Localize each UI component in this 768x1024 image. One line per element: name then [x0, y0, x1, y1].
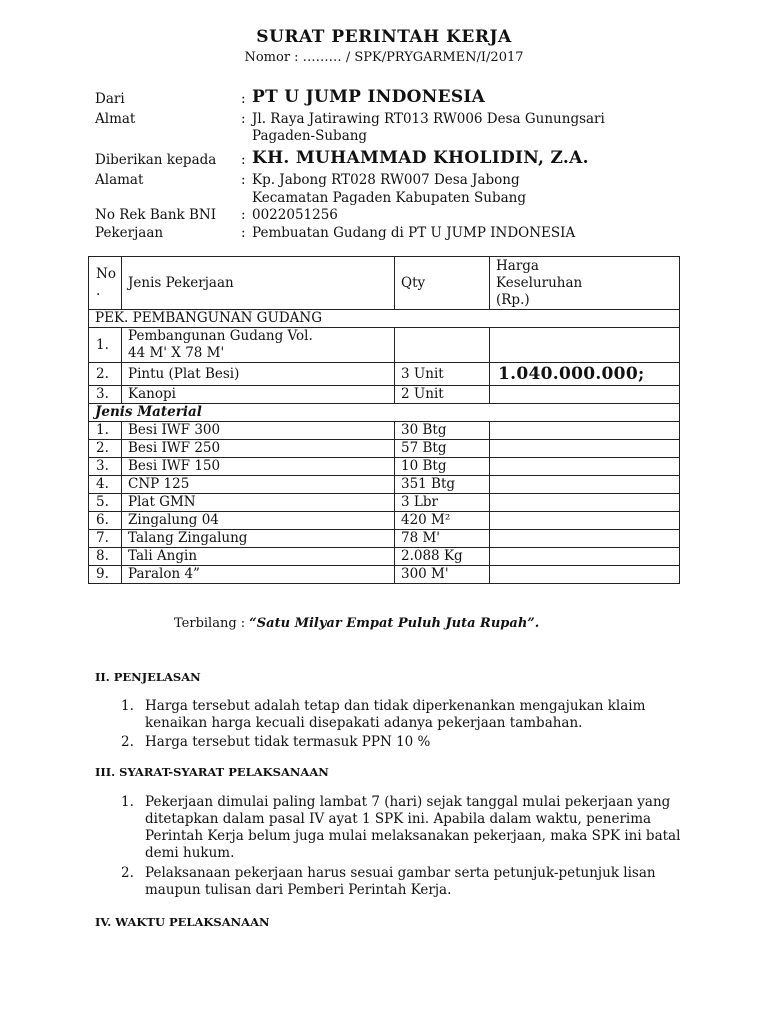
row-jenis: Plat GMN [122, 494, 395, 512]
section-ii-item-text: Harga tersebut tidak termasuk PPN 10 % [145, 734, 431, 750]
row-no: 5. [89, 494, 122, 512]
row-jenis: Tali Angin [122, 548, 395, 566]
terbilang-value: “Satu Milyar Empat Puluh Juta Rupah”. [249, 616, 540, 631]
rek-label: No Rek Bank BNI [95, 207, 217, 223]
row-jenis: Kanopi [122, 386, 395, 404]
header-no-line-2: . [96, 283, 101, 299]
document-title: SURAT PERINTAH KERJA [256, 27, 512, 47]
row-harga [490, 422, 680, 440]
row-jenis: Besi IWF 300 [122, 422, 395, 440]
section-ii-item-number: 1. [121, 698, 134, 714]
pekerjaan-value: Pembuatan Gudang di PT U JUMP INDONESIA [252, 225, 576, 241]
row-qty: 10 Btg [395, 458, 490, 476]
table-row [89, 566, 680, 584]
row-harga [490, 566, 680, 584]
row-qty: 2 Unit [395, 386, 490, 404]
section-iv-title: IV. WAKTU PELAKSANAAN [95, 915, 270, 929]
table-row [89, 363, 680, 386]
table-row [89, 386, 680, 404]
row-harga [490, 548, 680, 566]
section-iii-item-text: Pekerjaan dimulai paling lambat 7 (hari) sejak tanggal mulai pekerjaan yang ditetapkan dalam pasal IV ayat 1 SPK ini. Apabila dalam waktu, penerima Perintah Kerja belum juga mulai melaksanakan pekerjaan, maka SPK ini batal demi hukum. [145, 794, 681, 861]
row-harga [490, 386, 680, 404]
row-qty: 30 Btg [395, 422, 490, 440]
row-harga [490, 530, 680, 548]
alamat-label: Alamat [95, 172, 144, 188]
row-harga [490, 476, 680, 494]
table-row [89, 476, 680, 494]
row-qty: 300 M' [395, 566, 490, 584]
table-row [89, 548, 680, 566]
row-qty: 351 Btg [395, 476, 490, 494]
section-ii-title: II. PENJELASAN [95, 670, 201, 684]
header-harga-line-3: (Rp.) [496, 291, 530, 308]
row-no: 2. [89, 363, 122, 386]
section-iii-item-number: 2. [121, 865, 134, 881]
dari-value: PT U JUMP INDONESIA [252, 87, 486, 107]
row-jenis: Paralon 4” [122, 566, 395, 584]
row-qty: 3 Lbr [395, 494, 490, 512]
document-number: Nomor : ……… / SPK/PRYGARMEN/I/2017 [244, 50, 524, 65]
table-row [89, 328, 680, 363]
row-jenis [122, 328, 395, 363]
alamat-line-2: Kecamatan Pagaden Kabupaten Subang [252, 190, 526, 206]
header-qty: Qty [395, 257, 490, 310]
table-row [89, 440, 680, 458]
section-iii-item-text: Pelaksanaan pekerjaan harus sesuai gambar serta petunjuk-petunjuk lisan maupun tulisan dari Pemberi Perintah Kerja. [145, 865, 656, 898]
header-no-line-1: No [96, 266, 116, 282]
row-harga [490, 328, 680, 363]
row-jenis: Talang Zingalung [122, 530, 395, 548]
row-jenis-line-2: 44 M' X 78 M' [128, 345, 225, 361]
header-harga-line-1: Harga [496, 257, 539, 274]
row-no: 7. [89, 530, 122, 548]
table-row [89, 530, 680, 548]
row-jenis: CNP 125 [122, 476, 395, 494]
row-harga [490, 440, 680, 458]
row-qty: 57 Btg [395, 440, 490, 458]
colon: : [241, 172, 246, 188]
row-no: 3. [89, 386, 122, 404]
header-jenis: Jenis Pekerjaan [122, 257, 395, 310]
row-no: 6. [89, 512, 122, 530]
terbilang-label: Terbilang : [174, 616, 250, 631]
section-pembangunan: PEK. PEMBANGUNAN GUDANG [89, 310, 680, 328]
row-jenis: Zingalung 04 [122, 512, 395, 530]
row-harga [490, 512, 680, 530]
work-order-table [88, 256, 680, 584]
colon: : [241, 207, 246, 223]
almat-line-1: Jl. Raya Jatirawing RT013 RW006 Desa Gunungsari [252, 111, 605, 127]
row-no: 1. [89, 422, 122, 440]
row-no: 1. [89, 328, 122, 363]
section-row [89, 404, 680, 422]
dari-label: Dari [95, 91, 125, 107]
section-material: Jenis Material [89, 404, 680, 422]
row-no: 9. [89, 566, 122, 584]
alamat-line-1: Kp. Jabong RT028 RW007 Desa Jabong [252, 172, 520, 188]
row-jenis: Pintu (Plat Besi) [122, 363, 395, 386]
section-iii-title: III. SYARAT-SYARAT PELAKSANAAN [95, 765, 329, 779]
row-harga [490, 494, 680, 512]
colon: : [241, 91, 246, 107]
section-ii-item-text: Harga tersebut adalah tetap dan tidak diperkenankan mengajukan klaim kenaikan harga kecuali disepakati adanya pekerjaan tambahan. [145, 698, 646, 731]
row-qty: 2.088 Kg [395, 548, 490, 566]
section-ii-item-number: 2. [121, 734, 134, 750]
table-row [89, 512, 680, 530]
row-qty: 78 M' [395, 530, 490, 548]
total-price: 1.040.000.000; [490, 363, 680, 386]
header-no [89, 257, 122, 310]
row-no: 2. [89, 440, 122, 458]
table-row [89, 422, 680, 440]
row-qty [395, 328, 490, 363]
pekerjaan-label: Pekerjaan [95, 225, 164, 241]
table-header-row [89, 257, 680, 310]
row-qty: 420 M² [395, 512, 490, 530]
table-row [89, 458, 680, 476]
diberikan-value: KH. MUHAMMAD KHOLIDIN, Z.A. [252, 148, 589, 168]
row-no: 8. [89, 548, 122, 566]
diberikan-label: Diberikan kepada [95, 152, 217, 168]
row-jenis: Besi IWF 150 [122, 458, 395, 476]
row-qty: 3 Unit [395, 363, 490, 386]
row-harga [490, 458, 680, 476]
row-jenis: Besi IWF 250 [122, 440, 395, 458]
row-jenis-line-1: Pembangunan Gudang Vol. [128, 328, 313, 344]
terbilang [174, 616, 539, 631]
almat-label: Almat [95, 111, 136, 127]
header-harga [490, 257, 680, 310]
colon: : [241, 225, 246, 241]
almat-line-2: Pagaden-Subang [252, 128, 368, 144]
section-iii-item-number: 1. [121, 794, 134, 810]
row-no: 3. [89, 458, 122, 476]
colon: : [241, 111, 246, 127]
header-harga-line-2: Keseluruhan [496, 274, 583, 291]
section-row [89, 310, 680, 328]
rek-value: 0022051256 [252, 207, 338, 223]
colon: : [241, 152, 246, 168]
table-row [89, 494, 680, 512]
row-no: 4. [89, 476, 122, 494]
